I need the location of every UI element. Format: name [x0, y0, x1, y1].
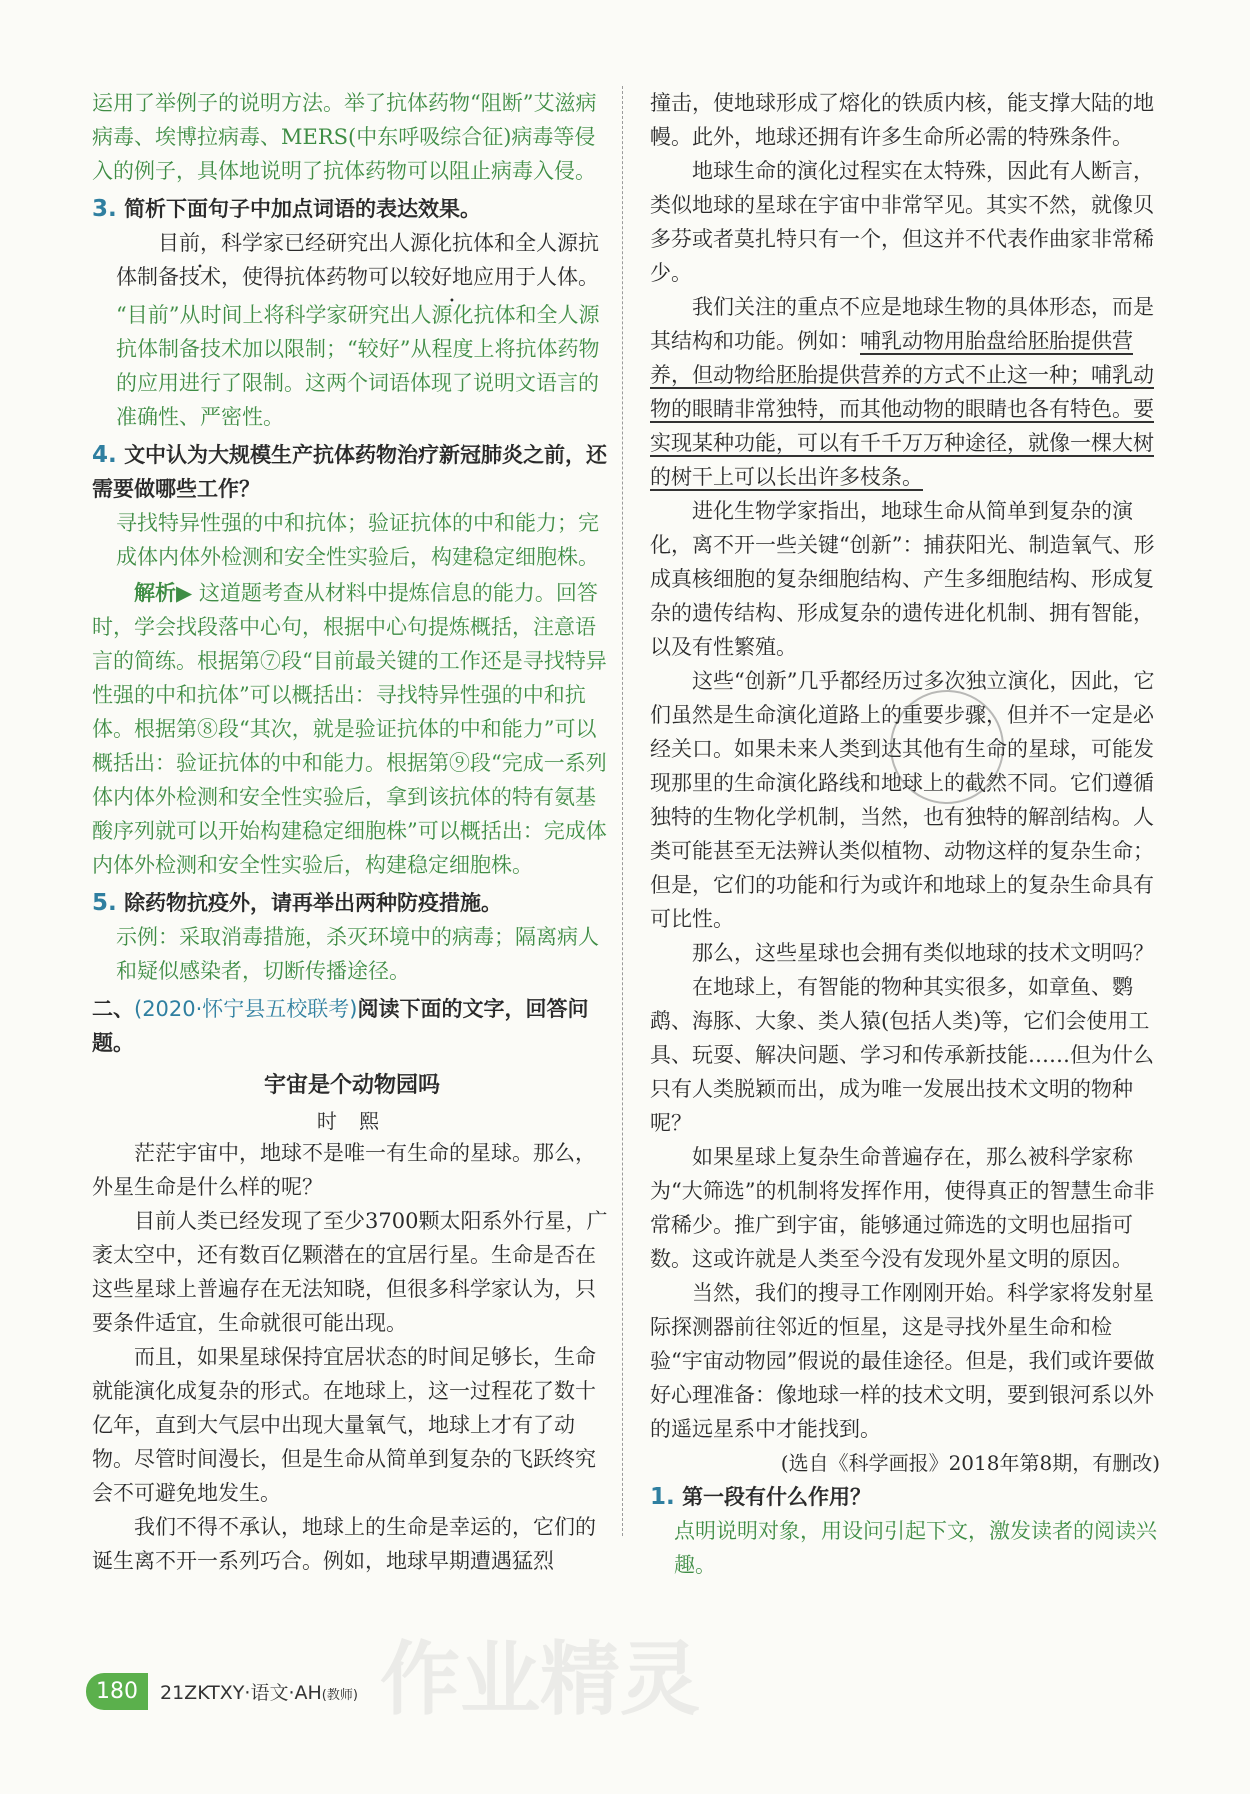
article-paragraph-9: 那么，这些星球也会拥有类似地球的技术文明吗？	[692, 941, 1154, 965]
article-paragraph-12: 当然，我们的搜寻工作刚刚开始。科学家将发射星际探测器前往邻近的恒星，这是寻找外星生命和检验“宇宙动物园”假说的最佳途径。但是，我们或许要做好心理准备：像地球一样的技术文明，要到银河系以外的遥远星系中才能找到。	[650, 1281, 1155, 1441]
question-3-number: 3.	[92, 196, 117, 222]
question-r1	[650, 1480, 1160, 1514]
article-paragraph-7: 进化生物学家指出，地球生命从简单到复杂的演化，离不开一些关键“创新”：捕获阳光、制造氧气、形成真核细胞的复杂细胞结构、产生多细胞结构、形成复杂的遗传结构、形成复杂的遗传进化机制、拥有智能，以及有性繁殖。	[650, 499, 1155, 659]
sentence-part-end: 地应用于人体。	[452, 265, 599, 289]
article-source: (选自《科学画报》2018年第8期，有删改)	[780, 1451, 1160, 1475]
answer-2-continued: 运用了举例子的说明方法。举了抗体药物“阻断”艾滋病病毒、埃博拉病毒、MERS(中东呼吸综合征)病毒等侵入的例子，具体地说明了抗体药物可以阻止病毒入侵。	[92, 91, 597, 183]
answer-3: “目前”从时间上将科学家研究出人源化抗体和全人源抗体制备技术加以限制；“较好”从程度上将抗体药物的应用进行了限制。这两个词语体现了说明文语言的准确性、严密性。	[116, 303, 600, 429]
question-3	[92, 192, 612, 226]
article-paragraph-11: 如果星球上复杂生命普遍存在，那么被科学家称为“大筛选”的机制将发挥作用，使得真正的智慧生命非常稀少。推广到宇宙，能够通过筛选的文明也屈指可数。这或许就是人类至今没有发现外星文明的原因。	[650, 1145, 1155, 1271]
question-3-sentence	[92, 226, 612, 294]
left-column	[92, 86, 612, 1578]
article-paragraph-4: 我们不得不承认，地球上的生命是幸运的，它们的诞生离不开一系列巧合。例如，地球早期遭遇猛烈	[92, 1515, 596, 1573]
paragraph-6-plain: 我们关注的重点不应是地球生物的具体形态，而是其结构和功能。例如：	[650, 295, 1154, 353]
article-paragraph-1: 茫茫宇宙中，地球不是唯一有生命的星球。那么，外星生命是什么样的呢？	[92, 1141, 596, 1199]
dotted-word-mu-qian: 目前	[158, 231, 200, 255]
answer-r1: 点明说明对象，用设问引起下文，激发读者的阅读兴趣。	[674, 1519, 1157, 1577]
sentence-part: ，科学家已经研究出人源化抗体和全人源抗体制备技术，使得抗体药物可以	[116, 231, 599, 289]
article-paragraph-5: 地球生命的演化过程实在太特殊，因此有人断言，类似地球的星球在宇宙中非常罕见。其实不然，就像贝多芬或者莫扎特只有一个，但这并不代表作曲家非常稀少。	[650, 159, 1154, 285]
book-code-small: (教师)	[321, 1687, 358, 1703]
article-author: 时 熙	[316, 1109, 388, 1133]
article-paragraph-2: 目前人类已经发现了至少3700颗太阳系外行星，广袤太空中，还有数百亿颗潜在的宜居行星。生命是否在这些星球上普遍存在无法知晓，但很多科学家认为，只要条件适宜，生命就很可能出现。	[92, 1209, 608, 1335]
analysis-text: 这道题考查从材料中提炼信息的能力。回答时，学会找段落中心句，根据中心句提炼概括，注意语言的简练。根据第⑦段“目前最关键的工作还是寻找特异性强的中和抗体”可以概括出：寻找特异性强的中和抗体。根据第⑧段“其次，就是验证抗体的中和能力”可以概括出：验证抗体的中和能力。根据第⑨段“完成一系列体内体外检测和安全性实验后，拿到该抗体的特有氨基酸序列就可以开始构建稳定细胞株”可以概括出：完成体内体外检测和安全性实验后，构建稳定细胞株。	[92, 581, 607, 877]
paragraph-6-underlined: 哺乳动物用胎盘给胚胎提供营养，但动物给胚胎提供营养的方式不止这一种；哺乳动物的眼睛非常独特，而其他动物的眼睛也各有特色。要实现某种功能，可以有千千万万种途径，就像一棵大树的树干上可以长出许多枝条。	[650, 329, 1154, 489]
section-2-source: (2020·怀宁县五校联考)	[134, 997, 358, 1021]
dotted-word-jiao-hao: 较好	[410, 265, 452, 289]
column-divider	[622, 86, 623, 1536]
analysis-4	[92, 576, 612, 882]
question-5-text: 除药物抗疫外，请再举出两种防疫措施。	[124, 891, 503, 915]
article-paragraph-10: 在地球上，有智能的物种其实很多，如章鱼、鹦鹉、海豚、大象、类人猿(包括人类)等，它们会使用工具、玩耍、解决问题、学习和传承新技能……但为什么只有人类脱颖而出，成为唯一发展出技术文明的物种呢？	[650, 975, 1154, 1135]
question-4-text: 文中认为大规模生产抗体药物治疗新冠肺炎之前，还需要做哪些工作？	[92, 443, 608, 501]
question-r1-text: 第一段有什么作用？	[682, 1485, 872, 1509]
book-code-text: 21ZKTXY·语文·AH	[160, 1681, 322, 1704]
book-code	[160, 1678, 358, 1705]
question-5	[92, 886, 612, 920]
right-column	[650, 86, 1160, 1582]
article-paragraph-3: 而且，如果星球保持宜居状态的时间足够长，生命就能演化成复杂的形式。在地球上，这一过程花了数十亿年，直到大气层中出现大量氧气，地球上才有了动物。尽管时间漫长，但是生命从简单到复杂的飞跃终究会不可避免地发生。	[92, 1345, 596, 1505]
answer-5: 示例：采取消毒措施，杀灭环境中的病毒；隔离病人和疑似感染者，切断传播途径。	[116, 925, 599, 983]
page-footer	[86, 1668, 358, 1714]
question-4	[92, 438, 612, 506]
article-paragraph-4-cont: 撞击，使地球形成了熔化的铁质内核，能支撑大陆的地幔。此外，地球还拥有许多生命所必需的特殊条件。	[650, 91, 1154, 149]
article-paragraph-8: 这些“创新”几乎都经历过多次独立演化，因此，它们虽然是生命演化道路上的重要步骤，但并不一定是必经关口。如果未来人类到达其他有生命的星球，可能发现那里的生命演化路线和地球上的截然不同。它们遵循独特的生物化学机制，当然，也有独特的解剖结构。人类可能甚至无法辨认类似植物、动物这样的复杂生命；但是，它们的功能和行为或许和地球上的复杂生命具有可比性。	[650, 669, 1155, 931]
answer-4: 寻找特异性强的中和抗体；验证抗体的中和能力；完成体内体外检测和安全性实验后，构建稳定细胞株。	[116, 511, 599, 569]
question-4-number: 4.	[92, 442, 117, 468]
question-3-text: 简析下面句子中加点词语的表达效果。	[124, 197, 482, 221]
page-number: 180	[86, 1673, 148, 1710]
section-2-prefix: 二、	[92, 997, 134, 1021]
question-r1-number: 1.	[650, 1484, 675, 1510]
article-paragraph-6	[650, 290, 1160, 494]
section-2-heading	[92, 992, 612, 1060]
article-title: 宇宙是个动物园吗	[263, 1073, 440, 1098]
analysis-label: 解析▶	[134, 580, 193, 605]
watermark: 作业精灵	[380, 1633, 700, 1726]
section-2-text: 阅读下面的文字，回答问题。	[92, 997, 589, 1055]
question-5-number: 5.	[92, 890, 117, 916]
